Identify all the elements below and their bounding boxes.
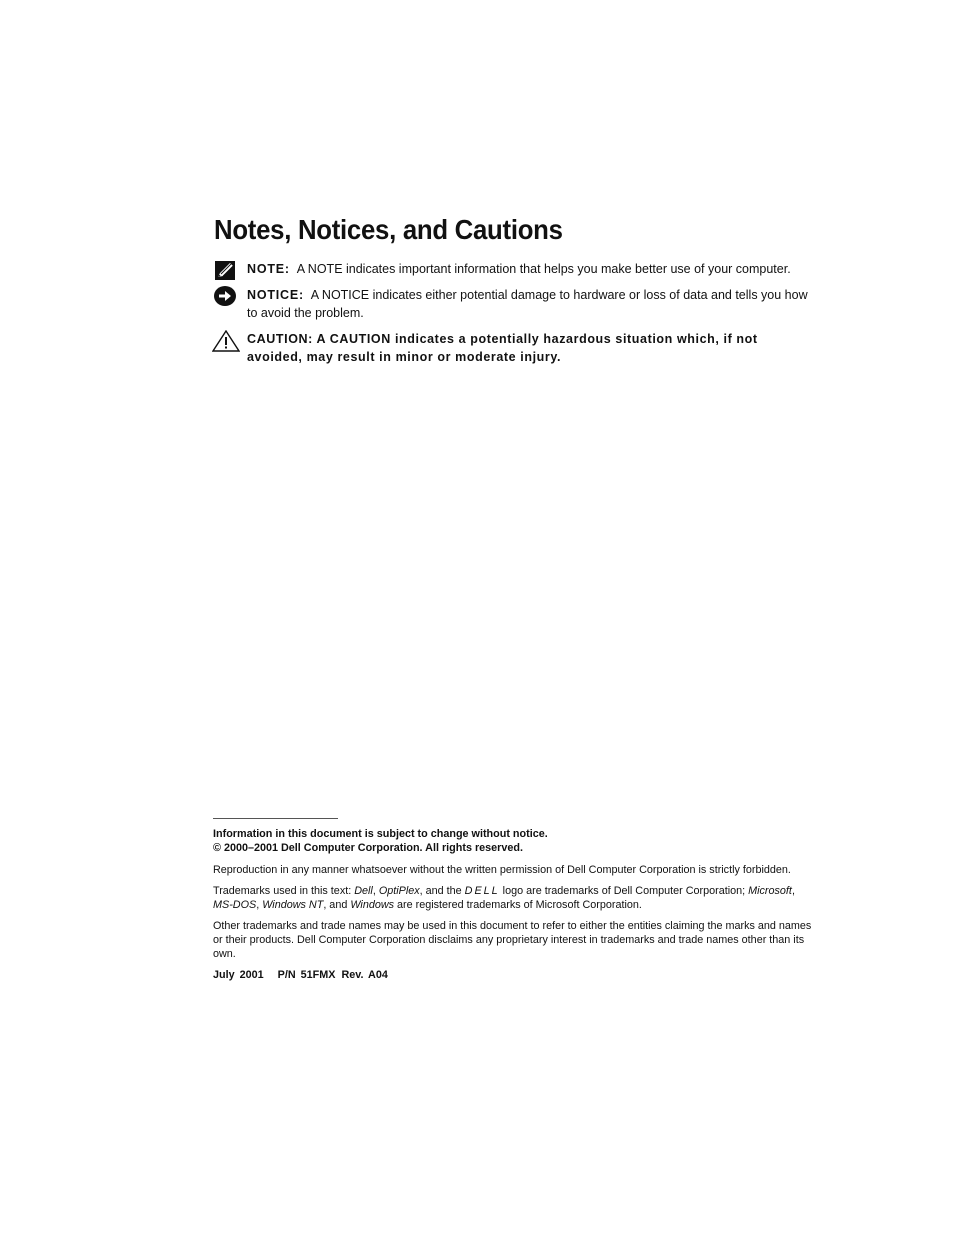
note-callout [212, 260, 817, 278]
trademarks-and: , and [323, 899, 351, 911]
trademark-windows-nt: Windows NT [262, 899, 324, 911]
notice-text: A NOTICE indicates either potential damage to hardware or loss of data and tells you how to avoid the problem. [247, 288, 808, 320]
note-label: NOTE: [247, 262, 290, 276]
caution-text: CAUTION: A CAUTION indicates a potentially hazardous situation which, if not avoided, may result in minor or moderate injury. [247, 332, 758, 364]
footer-divider [213, 818, 338, 819]
other-trademarks-paragraph: Other trademarks and trade names may be used in this document to refer to either the entities claiming the marks and names or their products. Dell Computer Corporation disclaims any proprietary interest in trademarks and trade names other than its own. [213, 920, 812, 960]
trademarks-prefix: Trademarks used in this text: [213, 885, 355, 897]
note-text: A NOTE indicates important information that helps you make better use of your computer. [296, 262, 791, 276]
dell-logo: DELL [464, 885, 500, 897]
notice-text-block [247, 286, 817, 322]
trademark-msdos: MS-DOS [213, 899, 257, 911]
publication-info [213, 968, 817, 982]
arrow-circle-icon [212, 286, 236, 310]
copyright-line: © 2000–2001 Dell Computer Corporation. All rights reserved. [213, 842, 523, 854]
trademarks-and-the: , and the [419, 885, 465, 897]
trademarks-sep: , [256, 899, 263, 911]
footer-block [213, 827, 817, 989]
trademark-microsoft: Microsoft [748, 885, 792, 897]
trademarks-suffix: are registered trademarks of Microsoft Corporation. [394, 899, 642, 911]
publication-date: July 2001 [213, 969, 264, 981]
page-title: Notes, Notices, and Cautions [214, 214, 563, 245]
copyright-block [213, 827, 817, 855]
trademarks-paragraph [213, 884, 817, 912]
warning-triangle-icon [212, 330, 236, 354]
trademarks-sep: , [372, 885, 379, 897]
trademark-dell: Dell [354, 885, 373, 897]
trademarks-logo-text: logo are trademarks of Dell Computer Corporation; [499, 885, 749, 897]
info-line: Information in this document is subject to change without notice. [213, 828, 548, 840]
trademark-optiplex: OptiPlex [378, 885, 420, 897]
notice-callout [212, 286, 817, 322]
reproduction-notice: Reproduction in any manner whatsoever without the written permission of Dell Computer Corporation is strictly forbidden. [213, 864, 791, 876]
part-number: P/N 51FMX [277, 969, 336, 981]
revision: Rev. A04 [341, 969, 388, 981]
trademarks-sep: , [791, 885, 795, 897]
notice-label: NOTICE: [247, 288, 304, 302]
trademark-windows: Windows [350, 899, 395, 911]
caution-callout [212, 330, 817, 366]
note-text-block [247, 260, 817, 278]
pencil-note-icon [212, 260, 236, 284]
